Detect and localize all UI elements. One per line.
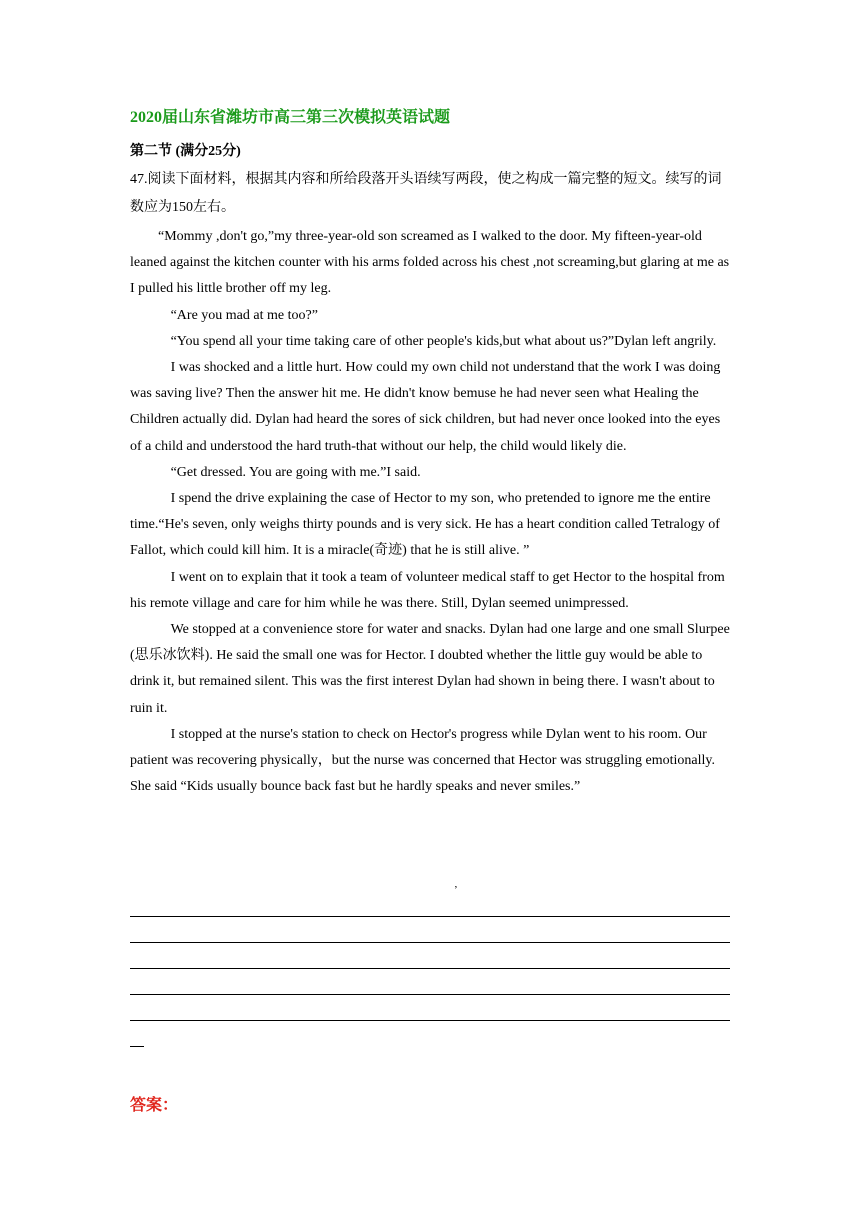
passage-paragraph: “Get dressed. You are going with me.”I said. xyxy=(170,464,421,480)
writing-line xyxy=(130,942,730,968)
passage-paragraph: “You spend all your time taking care of other people's kids,but what about us?”Dylan left angrily. xyxy=(170,333,717,349)
writing-line xyxy=(130,994,730,1020)
stray-comma-mark: ’ xyxy=(454,884,458,896)
passage-paragraph: “Are you mad at me too?” xyxy=(170,307,318,323)
passage-paragraph: I stopped at the nurse's station to check on Hector's progress while Dylan went to his room. Our patient was recovering physically，but the nurse was concerned that Hector was struggling emotionally. She said “Kids usually bounce back fast but he hardly speaks and never smiles.” xyxy=(130,726,715,795)
section-heading: 第二节 (满分25分) xyxy=(130,144,241,159)
passage-paragraph: We stopped at a convenience store for water and snacks. Dylan had one large and one small Slurpee (思乐冰饮料). He said the small one was for Hector. I doubted whether the little guy would be able to drink it, but remained silent. This was the first interest Dylan had shown in being there. I wasn't about to ruin it. xyxy=(130,622,730,716)
writing-line xyxy=(130,1020,730,1046)
passage-paragraph: “Mommy ,don't go,”my three-year-old son screamed as I walked to the door. My fifteen-year-old leaned against the kitchen counter with his arms folded across his chest ,not screaming,but glaring at me as I pulled his little brother off my leg. xyxy=(130,229,730,297)
passage-paragraph: I was shocked and a little hurt. How could my own child not understand that the work I was doing was saving live? Then the answer hit me. He didn't know bemuse he had never seen what Healing the Children actually did. Dylan had heard the sores of sick children, but had never once looked into the eyes of a child and understood the hard truth-that without our help, the child would likely die. xyxy=(130,360,721,454)
answer-label: 答案： xyxy=(130,1097,179,1114)
instruction-text: 47.阅读下面材料，根据其内容和所给段落开头语续写两段，使之构成一篇完整的短文。续写的词数应为150左右。 xyxy=(130,172,722,215)
writing-line xyxy=(130,916,730,942)
writing-line-tail xyxy=(130,1046,144,1047)
passage-paragraph: I spend the drive explaining the case of Hector to my son, who pretended to ignore me the entire time.“He's seven, only weighs thirty pounds and is very sick. He has a heart condition called Tetralogy of Fallot, which could kill him. It is a miracle(奇迹) that he is still alive. ” xyxy=(130,491,720,559)
document-title: 2020届山东省潍坊市高三第三次模拟英语试题 xyxy=(130,109,451,126)
passage-paragraph: I went on to explain that it took a team of volunteer medical staff to get Hector to the hospital from his remote village and care for him while he was there. Still, Dylan seemed unimpressed. xyxy=(130,569,725,611)
writing-line xyxy=(130,968,730,994)
passage-body xyxy=(130,224,730,800)
writing-lines xyxy=(130,916,730,1046)
